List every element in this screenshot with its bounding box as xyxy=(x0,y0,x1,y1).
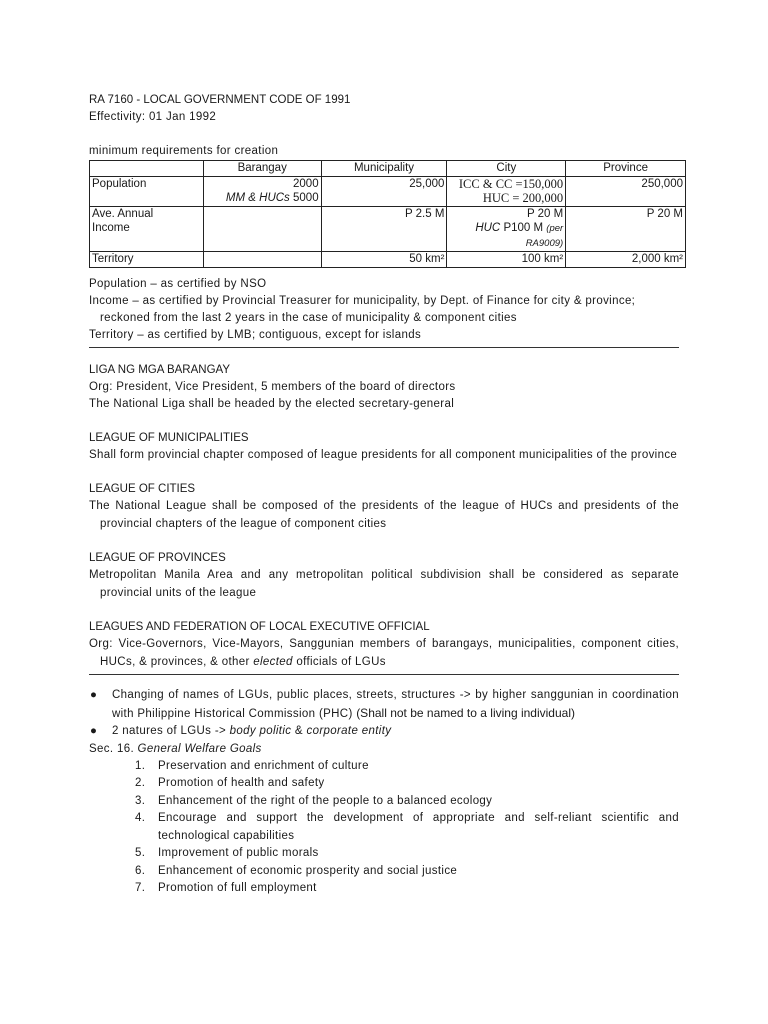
cell-territory-municipality: 50 km² xyxy=(321,252,447,268)
note-income: Income – as certified by Provincial Treasurer for municipality, by Dept. of Finance for city & province; xyxy=(89,294,636,307)
document-title: RA 7160 - LOCAL GOVERNMENT CODE OF 1991 xyxy=(89,94,351,106)
cell-income-city: P 20 M HUC P100 M (per RA9009) xyxy=(447,206,566,252)
section-divider xyxy=(89,347,679,348)
header-cell-province: Province xyxy=(566,161,686,177)
heading-federation: LEAGUES AND FEDERATION OF LOCAL EXECUTIVE OFFICIAL xyxy=(89,621,430,633)
list-item: 4. Encourage and support the development of appropriate and self-reliant scientific and technological capabilities xyxy=(135,812,679,842)
cell-income-municipality: P 2.5 M xyxy=(321,206,447,252)
cell-income-province: P 20 M xyxy=(566,206,686,252)
welfare-goals-list xyxy=(89,758,679,898)
liga-barangay-head: The National Liga shall be headed by the elected secretary-general xyxy=(89,397,455,410)
cell-territory-province: 2,000 km² xyxy=(566,252,686,268)
table-row-income xyxy=(90,206,686,252)
cell-population-province: 250,000 xyxy=(566,176,686,206)
league-municipalities-text: Shall form provincial chapter composed of league presidents for all component municipalities of the province xyxy=(89,448,678,461)
row-label-population: Population xyxy=(90,176,204,206)
heading-league-provinces: LEAGUE OF PROVINCES xyxy=(89,552,226,564)
table-row-population xyxy=(90,176,686,206)
list-item: 1. Preservation and enrichment of culture xyxy=(135,759,369,772)
header-cell-barangay: Barangay xyxy=(203,161,321,177)
cell-population-barangay: 2000 MM & HUCs 5000 xyxy=(203,176,321,206)
header-cell-municipality: Municipality xyxy=(321,161,447,177)
league-cities-text: The National League shall be composed of the presidents of the league of HUCs and presidents of the provincial chapters of the league of component cities xyxy=(89,500,679,530)
header-cell-empty xyxy=(90,161,204,177)
bullet-icon: ● xyxy=(90,689,98,701)
table-header-row xyxy=(90,161,686,177)
cell-population-city: ICC & CC =150,000 HUC = 200,000 xyxy=(447,176,566,206)
list-item: 7. Promotion of full employment xyxy=(135,882,317,894)
note-population: Population – as certified by NSO xyxy=(89,277,267,290)
list-item: 5. Improvement of public morals xyxy=(135,847,319,859)
list-item: 3. Enhancement of the right of the people to a balanced ecology xyxy=(135,794,493,807)
cell-territory-city: 100 km² xyxy=(447,252,566,268)
section-16-heading: Sec. 16. General Welfare Goals xyxy=(89,742,262,755)
cell-population-municipality: 25,000 xyxy=(321,176,447,206)
league-provinces-text: Metropolitan Manila Area and any metropolitan political subdivision shall be considered as separate provincial units of the league xyxy=(89,569,679,599)
bullet-icon: ● xyxy=(90,725,98,737)
requirements-table xyxy=(89,160,686,268)
note-income-continued: reckoned from the last 2 years in the case of municipality & component cities xyxy=(100,311,517,324)
note-territory: Territory – as certified by LMB; contiguous, except for islands xyxy=(89,328,422,341)
federation-text: Org: Vice-Governors, Vice-Mayors, Sanggunian members of barangays, municipalities, component cities, HUCs, & provinces, & other elected officials of LGUs xyxy=(89,638,679,668)
bullet-list xyxy=(89,687,679,741)
row-label-territory: Territory xyxy=(90,252,204,268)
list-item: 2. Promotion of health and safety xyxy=(135,777,325,789)
header-cell-city: City xyxy=(447,161,566,177)
cell-income-barangay xyxy=(203,206,321,252)
row-label-income: Ave. Annual Income xyxy=(90,206,204,252)
bullet-item-natures: ● 2 natures of LGUs -> body politic & corporate entity xyxy=(89,723,679,741)
document-page xyxy=(89,92,683,898)
table-caption: minimum requirements for creation xyxy=(89,145,279,157)
heading-liga-barangay: LIGA NG MGA BARANGAY xyxy=(89,363,231,376)
effectivity-date: Effectivity: 01 Jan 1992 xyxy=(89,111,217,123)
bullet-item-renaming: ● Changing of names of LGUs, public places, streets, structures -> by higher sanggunian in coordination with Philippine Historical Commission (PHC) (Shall not be named to a living individual) xyxy=(90,689,679,720)
heading-league-municipalities: LEAGUE OF MUNICIPALITIES xyxy=(89,431,249,444)
section-divider xyxy=(89,674,679,675)
liga-barangay-org: Org: President, Vice President, 5 members of the board of directors xyxy=(89,380,456,393)
cell-territory-barangay xyxy=(203,252,321,268)
list-item: 6. Enhancement of economic prosperity and social justice xyxy=(135,864,458,877)
table-row-territory xyxy=(90,252,686,268)
heading-league-cities: LEAGUE OF CITIES xyxy=(89,483,196,495)
